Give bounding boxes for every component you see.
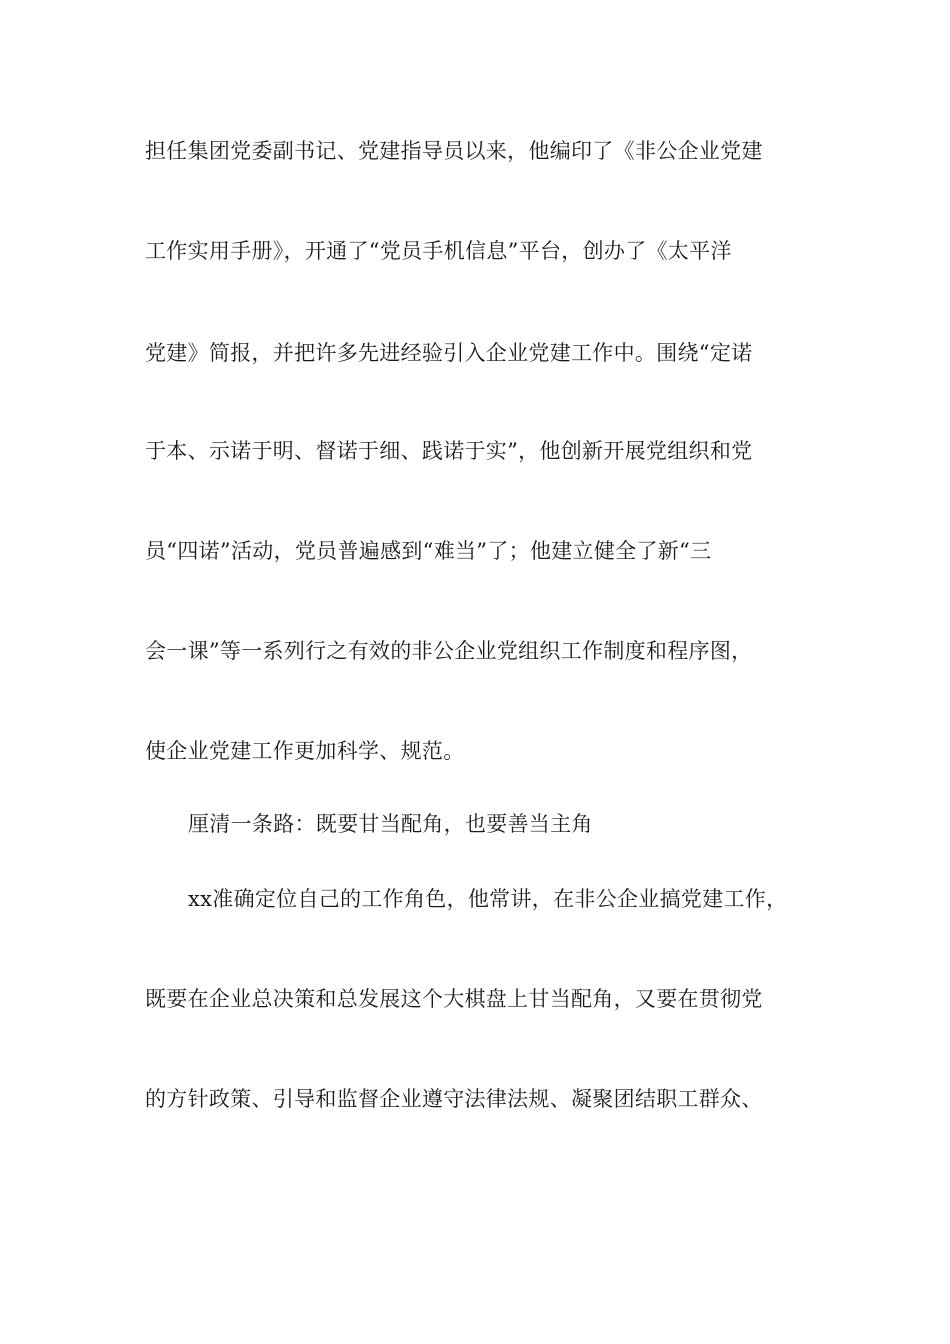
paragraph-line: 党建》简报，并把许多先进经验引入企业党建工作中。围绕“定诺 — [145, 341, 753, 365]
paragraph-line: 使企业党建工作更加科学、规范。 — [145, 739, 465, 763]
paragraph-line: 工作实用手册》，开通了“党员手机信息”平台，创办了《太平洋 — [145, 239, 732, 263]
section-heading: 厘清一条路：既要甘当配角，也要善当主角 — [188, 812, 593, 836]
paragraph-line: 担任集团党委副书记、党建指导员以来，他编印了《非公企业党建 — [145, 139, 763, 163]
paragraph-line: 于本、示诺于明、督诺于细、践诺于实”，他创新开展党组织和党 — [145, 439, 753, 463]
paragraph-line: 的方针政策、引导和监督企业遵守法律法规、凝聚团结职工群众、 — [145, 1087, 763, 1111]
paragraph-line: xx准确定位自己的工作角色，他常讲，在非公企业搞党建工作， — [188, 887, 788, 911]
paragraph-line: 既要在企业总决策和总发展这个大棋盘上甘当配角，又要在贯彻党 — [145, 987, 763, 1011]
paragraph-line: 员“四诺”活动，党员普遍感到“难当”了；他建立健全了新“三 — [145, 539, 712, 563]
paragraph-line: 会一课”等一系列行之有效的非公企业党组织工作制度和程序图， — [145, 639, 753, 663]
